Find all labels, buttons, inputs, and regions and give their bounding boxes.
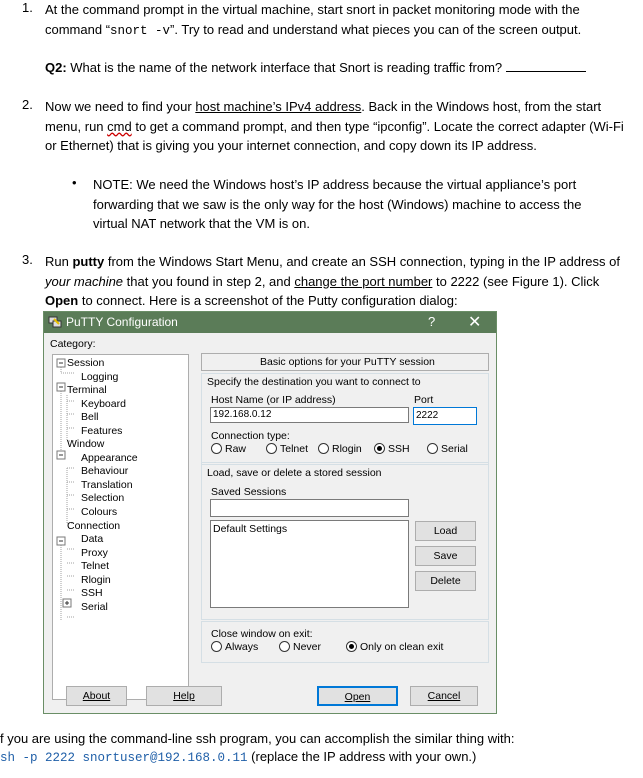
port-input[interactable]: 2222: [413, 407, 477, 425]
tree-ssh[interactable]: SSH: [81, 587, 103, 599]
footer-line: f you are using the command-line ssh program, you can accomplish the similar thing with:: [0, 731, 515, 746]
tree-keyboard[interactable]: Keyboard: [81, 398, 126, 410]
title-bar: [44, 312, 496, 333]
host-ip-link: host machine’s IPv4 address: [195, 99, 362, 114]
bullet-note: NOTE: We need the Windows host’s IP address because the virtual appliance’s port forwarding that we saw is the only way for the host (Windows) machine to access the virtual NAT network that the VM is on.: [93, 177, 582, 231]
item-2-number: 2.: [22, 97, 33, 112]
tree-logging[interactable]: Logging: [81, 371, 119, 383]
radio-ssh[interactable]: [374, 443, 385, 454]
saved-sessions-label: Saved Sessions: [211, 486, 287, 498]
item-1-number: 1.: [22, 0, 33, 15]
port-link: change the port number: [294, 273, 433, 289]
specify-label: Specify the destination you want to connect to: [207, 376, 421, 388]
close-exit-label: Close window on exit:: [211, 628, 313, 640]
tree-appearance[interactable]: Appearance: [81, 452, 138, 464]
tree-window[interactable]: Window: [67, 438, 105, 450]
tree-serial[interactable]: Serial: [81, 601, 108, 613]
basic-options-header: Basic options for your PuTTY session: [201, 353, 489, 371]
tree-proxy[interactable]: Proxy: [81, 547, 108, 559]
category-label: Category:: [50, 338, 96, 350]
save-button[interactable]: Save: [415, 546, 476, 566]
saved-sessions-input[interactable]: [210, 499, 409, 517]
tree-session[interactable]: Session: [67, 357, 105, 369]
radio-always[interactable]: [211, 641, 222, 652]
host-input[interactable]: 192.168.0.12: [210, 407, 409, 423]
tree-data[interactable]: Data: [81, 533, 104, 545]
tree-selection[interactable]: Selection: [81, 492, 125, 504]
window-title: PuTTY Configuration: [66, 315, 178, 329]
item-2-text: Now we need to find your host machine’s IPv4 address. Back in the Windows host, from the start menu, run cmd to get a command prompt, and then type “ipconfig”. Locate the correct adapter (Wi-Fi or Ethernet) that is giving you your internet connection, and copy down its IP address.: [45, 99, 624, 153]
putty-icon: [48, 315, 62, 329]
cmd-word: cmd: [107, 118, 132, 134]
tree-terminal[interactable]: Terminal: [67, 384, 107, 396]
radio-serial[interactable]: [427, 443, 438, 454]
help-button[interactable]: Help: [146, 686, 222, 706]
tree-colours[interactable]: Colours: [81, 506, 118, 518]
radio-clean-exit[interactable]: [346, 641, 357, 652]
session-default-settings[interactable]: Default Settings: [213, 523, 288, 535]
tree-translation[interactable]: Translation: [81, 479, 133, 491]
connection-type-label: Connection type:: [211, 430, 290, 442]
tree-behaviour[interactable]: Behaviour: [81, 465, 129, 477]
delete-button[interactable]: Delete: [415, 571, 476, 591]
tree-features[interactable]: Features: [81, 425, 123, 437]
sessions-list[interactable]: [210, 520, 409, 608]
open-button[interactable]: Open: [317, 686, 398, 706]
item-3-text: Run putty from the Windows Start Menu, and create an SSH connection, typing in the IP address of your machine that you found in step 2, and change the port number to 2222 (see Figure 1). Click Open to connect. Here is a screenshot of the Putty configuration dialog:: [45, 254, 620, 308]
tree-rlogin[interactable]: Rlogin: [81, 574, 111, 586]
help-icon[interactable]: ?: [428, 314, 436, 329]
tree-bell[interactable]: Bell: [81, 411, 99, 423]
footer-command-line: sh -p 2222 snortuser@192.168.0.11 (replace the IP address with your own.): [0, 749, 477, 765]
radio-raw[interactable]: [211, 443, 222, 454]
snort-command: snort -v: [110, 23, 171, 38]
radio-telnet[interactable]: [266, 443, 277, 454]
item-1-text: At the command prompt in the virtual machine, start snort in packet monitoring mode with the command “snort -v”. Try to read and understand what pieces you can of the screen output.: [45, 2, 582, 38]
bullet-dot: •: [72, 175, 77, 190]
category-tree[interactable]: [52, 354, 189, 700]
about-button[interactable]: About: [66, 686, 127, 706]
radio-rlogin[interactable]: [318, 443, 329, 454]
port-label: Port: [414, 394, 434, 406]
tree-telnet[interactable]: Telnet: [81, 560, 110, 572]
item-3-number: 3.: [22, 252, 33, 267]
tree-connection[interactable]: Connection: [67, 520, 121, 532]
putty-config-window: PuTTY Configuration ? ✕ Category: Session Logging Terminal Keyboard Bell Features Window Appearance Behaviour Translation Selection Colours Connection Data Proxy Telnet Rlogin SSH Serial Basic options for your PuTTY session Specify the destination you want to connect to Host Name (or IP address) Port 192.168.0.12 2222 Connection type: Raw Telnet Rlogin SSH Serial Load, save or delete a stored session Saved Sessions Default Settings Load Save Delete Close window on exit: Always Never Only on clean exit About Help Open Cancel: [43, 311, 497, 714]
question-q2: Q2: What is the name of the network interface that Snort is reading traffic from?: [45, 58, 630, 78]
host-label: Host Name (or IP address): [211, 394, 336, 406]
radio-never[interactable]: [279, 641, 290, 652]
close-icon[interactable]: ✕: [468, 314, 482, 331]
answer-blank[interactable]: [506, 59, 586, 72]
ssh-command: sh -p 2222 snortuser@192.168.0.11: [0, 751, 248, 765]
load-save-label: Load, save or delete a stored session: [207, 467, 382, 479]
cancel-button[interactable]: Cancel: [410, 686, 478, 706]
load-button[interactable]: Load: [415, 521, 476, 541]
